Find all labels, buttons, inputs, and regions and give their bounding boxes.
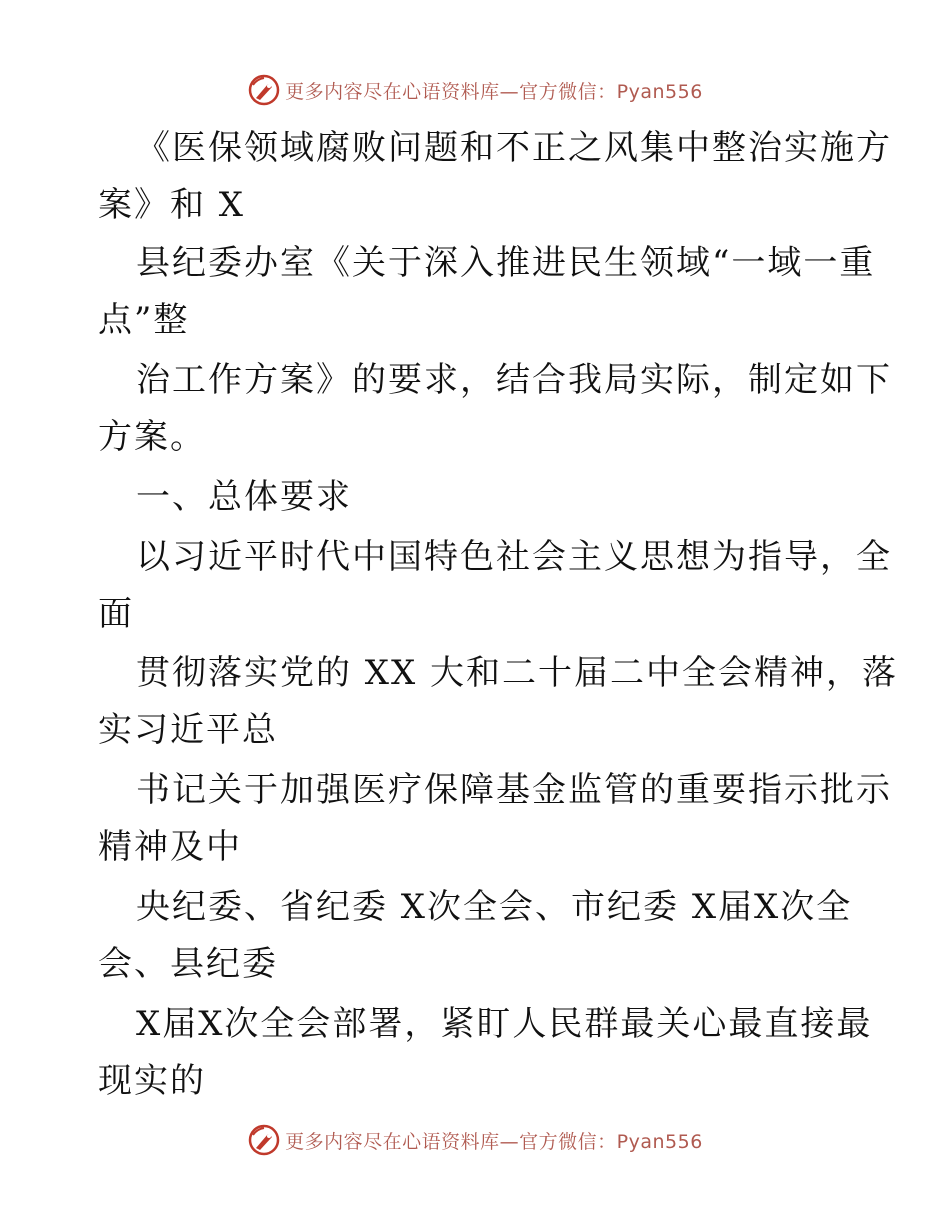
text-line: 《医保领域腐败问题和不正之风集中整治实施方 bbox=[136, 128, 892, 168]
header-banner-text: 更多内容尽在心语资料库—官方微信：Pyan556 bbox=[285, 80, 703, 103]
text-line: 县纪委办室《关于深入推进民生领域“一域一重 bbox=[136, 243, 876, 283]
text-line: 方案。 bbox=[98, 417, 206, 457]
header-banner bbox=[0, 70, 950, 110]
footer-banner-text: 更多内容尽在心语资料库—官方微信：Pyan556 bbox=[285, 1130, 703, 1153]
text-line: 贯彻落实党的 XX 大和二十届二中全会精神，落 bbox=[136, 653, 899, 693]
text-line: 案》和 X bbox=[98, 185, 246, 225]
section-heading: 一、总体要求 bbox=[136, 477, 352, 517]
text-line: 实习近平总 bbox=[98, 710, 278, 750]
text-line: X届X次全会部署，紧盯人民群最关心最直接最 bbox=[136, 1004, 873, 1044]
footer-banner bbox=[0, 1120, 950, 1160]
text-line: 央纪委、省纪委 X次全会、市纪委 X届X次全 bbox=[136, 887, 853, 927]
pen-nib-logo-icon bbox=[247, 1123, 281, 1157]
text-line: 面 bbox=[98, 594, 134, 634]
text-line: 精神及中 bbox=[98, 827, 242, 867]
pen-nib-logo-icon bbox=[247, 73, 281, 107]
text-line: 以习近平时代中国特色社会主义思想为指导，全 bbox=[136, 537, 892, 577]
text-line: 点”整 bbox=[98, 300, 190, 340]
text-line: 书记关于加强医疗保障基金监管的重要指示批示 bbox=[136, 770, 892, 810]
text-line: 现实的 bbox=[98, 1061, 206, 1101]
text-line: 治工作方案》的要求，结合我局实际，制定如下 bbox=[136, 360, 892, 400]
text-line: 会、县纪委 bbox=[98, 944, 278, 984]
